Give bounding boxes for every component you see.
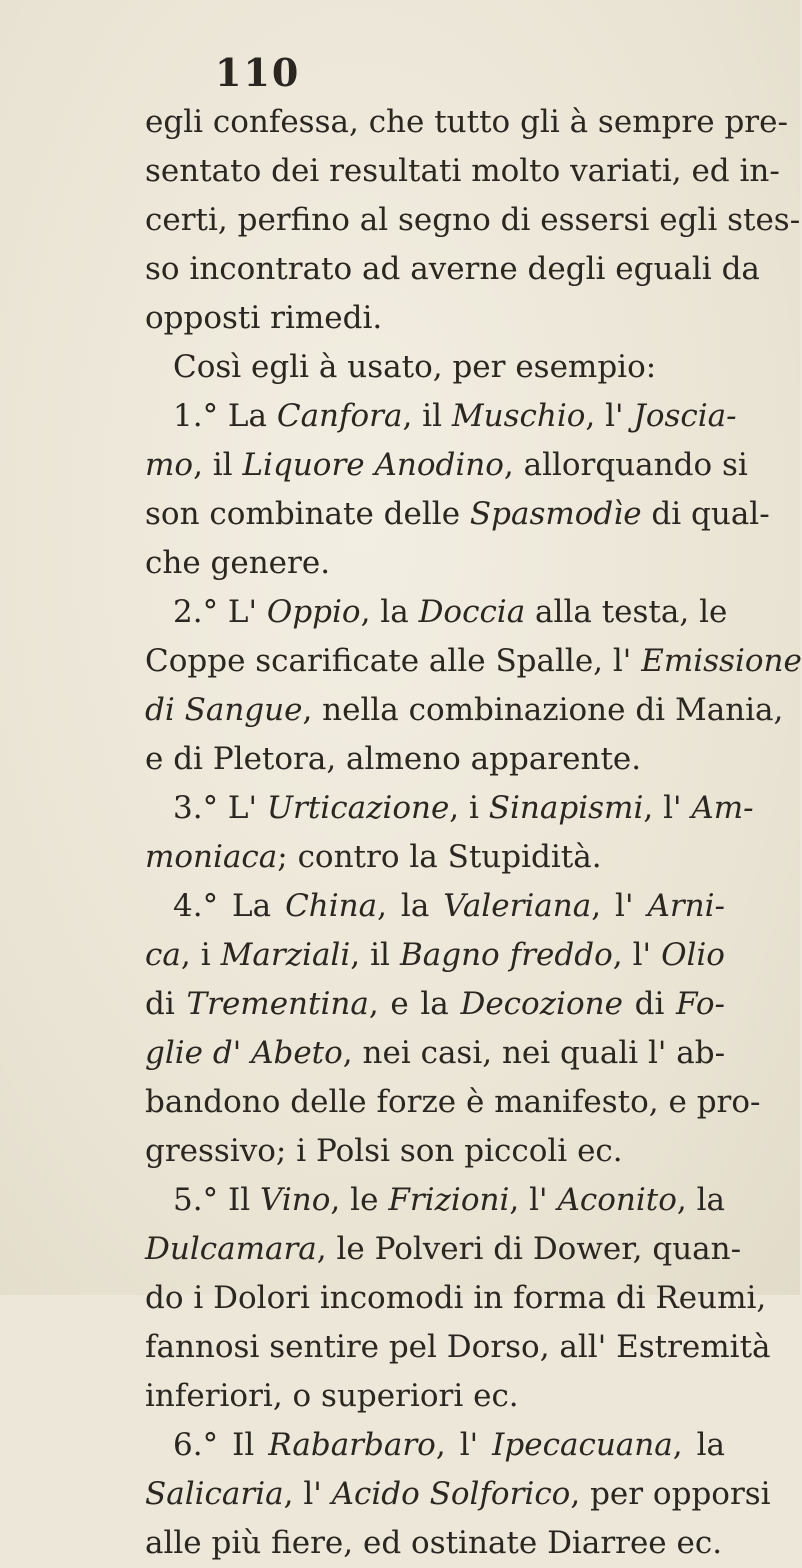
text-segment: certi, perfino al segno di essersi egli stes- [145, 202, 801, 238]
text-segment: , la [377, 888, 444, 924]
italic-term: Urticazione [266, 790, 450, 826]
italic-term: mo [145, 447, 194, 483]
text-segment: 3.° L' [173, 790, 267, 826]
italic-term: Canfora [276, 398, 403, 434]
text-segment: di [145, 986, 187, 1022]
text-segment: , le [330, 1182, 389, 1218]
text-line [145, 539, 725, 588]
italic-term: Valeriana [443, 888, 592, 924]
text-line [145, 1274, 767, 1323]
text-segment: Così egli à usato, per esempio: [173, 349, 657, 385]
text-segment: di qual- [641, 496, 770, 532]
text-line [145, 1519, 725, 1568]
text-line [145, 1127, 725, 1176]
text-line [145, 980, 725, 1029]
italic-term: China [285, 888, 378, 924]
italic-term: Arni- [647, 888, 725, 924]
text-segment: , la [676, 1182, 726, 1218]
text-segment: che genere. [145, 545, 331, 581]
text-segment: 6.° Il [173, 1427, 269, 1463]
text-line [145, 588, 728, 637]
italic-term: Emissione [641, 643, 802, 679]
italic-term: Vino [260, 1182, 331, 1218]
text-line [145, 833, 725, 882]
text-segment: 5.° Il [173, 1182, 261, 1218]
text-segment: , l' [283, 1476, 332, 1512]
text-segment: do i Dolori incomodi in forma di Reumi, [145, 1280, 767, 1316]
text-line [145, 1372, 725, 1421]
text-line [145, 294, 725, 343]
italic-term: Sinapismi [488, 790, 644, 826]
text-line [145, 392, 737, 441]
italic-term: Am- [691, 790, 754, 826]
italic-term: Fo- [676, 986, 725, 1022]
text-line [145, 1225, 742, 1274]
text-line [145, 1470, 771, 1519]
text-segment: , i [449, 790, 489, 826]
italic-term: Marziali [220, 937, 351, 973]
text-line [145, 686, 784, 735]
italic-term: Trementina [186, 986, 369, 1022]
text-segment: alla testa, le [525, 594, 728, 630]
text-segment: , i [180, 937, 221, 973]
italic-term: Muschio [451, 398, 586, 434]
text-segment: , l' [591, 888, 648, 924]
italic-term: Spasmodìe [469, 496, 642, 532]
text-segment: , allorquando si [503, 447, 748, 483]
text-segment: ; contro la Stupidità. [277, 839, 602, 875]
text-line [145, 637, 802, 686]
text-segment: , l' [585, 398, 634, 434]
text-segment: egli confessa, che tutto gli à sempre pre- [145, 104, 788, 140]
text-segment: , l' [435, 1427, 493, 1463]
text-segment: , le Polveri di Dower, quan- [316, 1231, 742, 1267]
text-segment: fannosi sentire pel Dorso, all' Estremità [145, 1329, 771, 1365]
text-line [145, 441, 748, 490]
text-segment: son combinate delle [145, 496, 470, 532]
italic-term: Decozione [460, 986, 623, 1022]
text-line [145, 1029, 725, 1078]
text-line [145, 882, 725, 931]
text-line [145, 1078, 761, 1127]
text-segment: , nella combinazione di Mania, [302, 692, 784, 728]
text-line [145, 1421, 725, 1470]
text-segment: inferiori, o superiori ec. [145, 1378, 519, 1414]
italic-term: Rabarbaro [268, 1427, 436, 1463]
italic-term: Oppio [266, 594, 361, 630]
italic-term: Olio [661, 937, 725, 973]
italic-term: ca [145, 937, 181, 973]
text-segment: gressivo; i Polsi son piccoli ec. [145, 1133, 623, 1169]
text-line [145, 1323, 771, 1372]
text-segment: , nei casi, nei quali l' ab- [342, 1035, 726, 1071]
text-line [145, 245, 760, 294]
italic-term: Aconito [557, 1182, 677, 1218]
page-number: 110 [215, 50, 301, 95]
text-line [145, 735, 725, 784]
text-segment: 2.° L' [173, 594, 267, 630]
text-segment: , la [672, 1427, 726, 1463]
text-segment: 4.° La [173, 888, 286, 924]
text-line [145, 784, 754, 833]
italic-term: moniaca [145, 839, 278, 875]
text-line [145, 196, 801, 245]
text-line [145, 1176, 725, 1225]
text-segment: , il [402, 398, 452, 434]
italic-term: Frizioni [388, 1182, 510, 1218]
text-segment: Coppe scarificate alle Spalle, l' [145, 643, 642, 679]
italic-term: di Sangue [145, 692, 303, 728]
text-segment: so incontrato ad averne degli eguali da [145, 251, 760, 287]
text-line [145, 343, 725, 392]
italic-term: Dulcamara [145, 1231, 317, 1267]
italic-term: glie d' Abeto [145, 1035, 343, 1071]
text-segment: opposti rimedi. [145, 300, 383, 336]
text-segment: , il [350, 937, 400, 973]
italic-term: Joscia- [633, 398, 737, 434]
text-segment: , l' [509, 1182, 558, 1218]
text-segment: di [622, 986, 677, 1022]
body-text [145, 98, 802, 1568]
italic-term: Acido Solforico [331, 1476, 571, 1512]
text-segment: alle più fiere, ed ostinate Diarree ec. [145, 1525, 723, 1561]
italic-term: Salicaria [145, 1476, 284, 1512]
italic-term: Bagno freddo [399, 937, 613, 973]
text-segment: , l' [612, 937, 662, 973]
text-segment: e di Pletora, almeno apparente. [145, 741, 642, 777]
italic-term: Liquore Anodino [242, 447, 504, 483]
italic-term: Ipecacuana [492, 1427, 673, 1463]
text-segment: bandono delle forze è manifesto, e pro- [145, 1084, 761, 1120]
text-line [145, 931, 725, 980]
text-segment: , il [193, 447, 243, 483]
text-segment: , l' [643, 790, 692, 826]
text-line [145, 490, 770, 539]
text-segment: 1.° La [173, 398, 277, 434]
text-line [145, 98, 788, 147]
text-line [145, 147, 780, 196]
text-segment: sentato dei resultati molto variati, ed in- [145, 153, 780, 189]
text-segment: , per opporsi [570, 1476, 771, 1512]
text-segment: , la [360, 594, 419, 630]
text-segment: , e la [368, 986, 461, 1022]
italic-term: Doccia [418, 594, 526, 630]
